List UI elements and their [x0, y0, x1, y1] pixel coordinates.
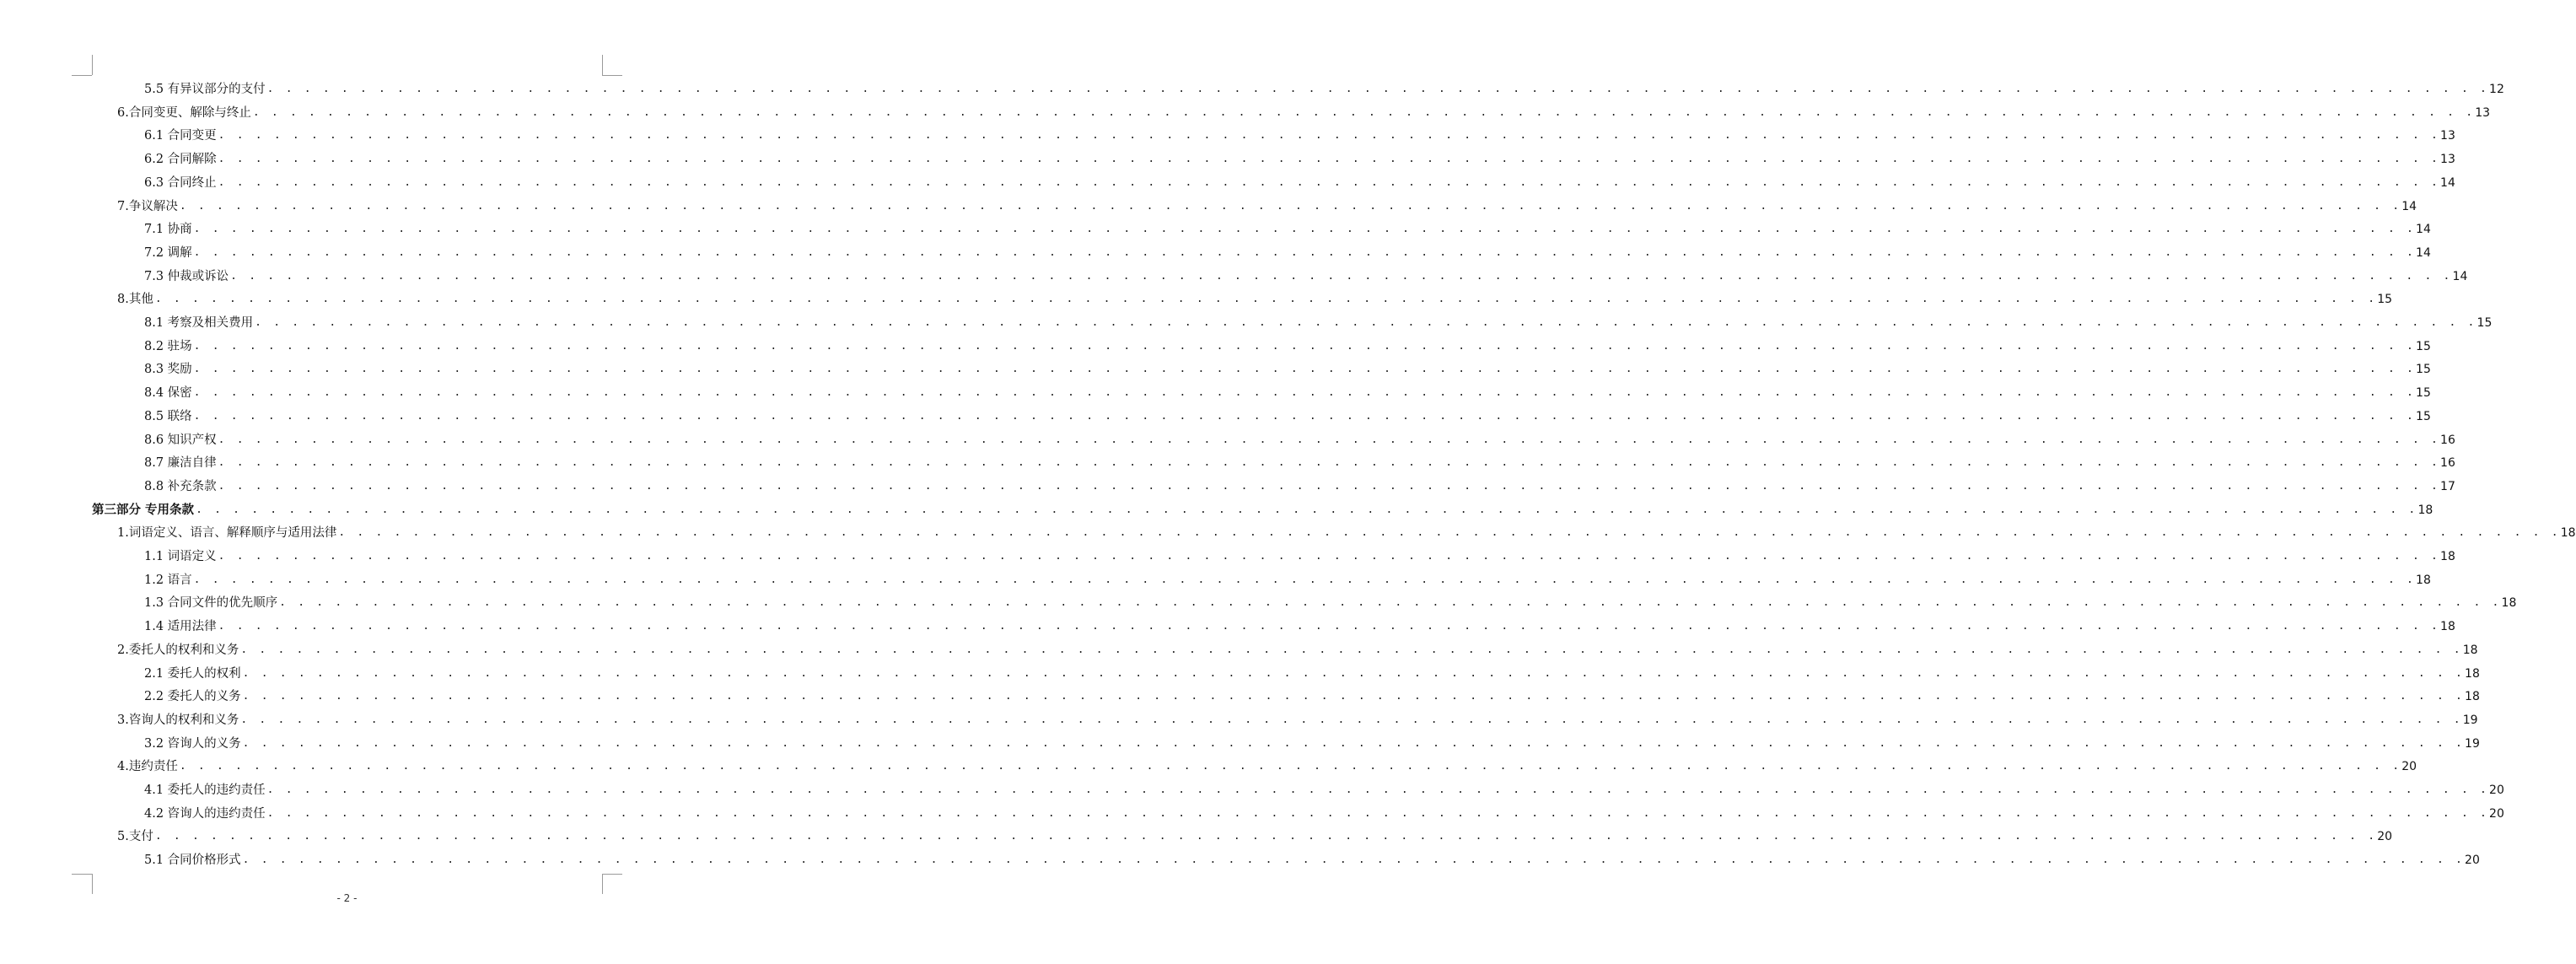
toc-entry[interactable]: [144, 310, 2493, 331]
toc-entry-title: 3.咨询人的权利和义务: [117, 713, 239, 727]
toc-entry[interactable]: [144, 590, 2517, 611]
toc-entry-title: 8.6 知识产权: [144, 433, 217, 447]
toc-entry-title: 6.合同变更、解除与终止: [117, 105, 251, 120]
toc-entry[interactable]: [144, 240, 2431, 261]
toc-entry-title: 8.8 补充条款: [144, 479, 217, 493]
toc-entry-title: 4.2 咨询人的违约责任: [144, 806, 266, 821]
toc-leader-dots: . . . . . . . . . . . . . . . . . . . . . . . . . . . . . . . . . . . . . . . . . . . . . . . . . . . . . . . . . . . . . . . . . . . . . . . . . . . . . . . . . . . . . . . . . . . . . . . . . . . . . . . . . . . . . . . . . . . . . . . .: [218, 175, 2441, 189]
toc-leader-dots: . . . . . . . . . . . . . . . . . . . . . . . . . . . . . . . . . . . . . . . . . . . . . . . . . . . . . . . . . . . . . . . . . . . . . . . . . . . . . . . . . . . . . . . . . . . . . . . . . . . . . . . . . . . . . . . . . . . . . . . .: [193, 363, 2417, 376]
toc-entry[interactable]: [144, 380, 2431, 401]
toc-leader-dots: . . . . . . . . . . . . . . . . . . . . . . . . . . . . . . . . . . . . . . . . . . . . . . . . . . . . . . . . . . . . . . . . . . . . . . . . . . . . . . . . . . . . . . . . . . . . . . . . . . . . . . . . . . . . . . . . . . . . . . . .: [218, 456, 2441, 470]
toc-entry-page-number: 14: [2416, 223, 2431, 237]
toc-leader-dots: . . . . . . . . . . . . . . . . . . . . . . . . . . . . . . . . . . . . . . . . . . . . . . . . . . . . . . . . . . . . . . . . . . . . . . . . . . . . . . . . . . . . . . . . . . . . . . . . . . . . . . . . . . . . . . . . . . . . . . . .: [242, 854, 2466, 867]
toc-entry[interactable]: [144, 403, 2431, 425]
toc-entry-page-number: 14: [2452, 269, 2468, 283]
toc-entry[interactable]: [144, 76, 2504, 98]
toc-entry-page-number: 15: [2416, 339, 2431, 353]
toc-entry[interactable]: [144, 263, 2468, 285]
toc-entry[interactable]: [144, 216, 2431, 238]
toc-entry[interactable]: [144, 777, 2504, 799]
toc-leader-dots: . . . . . . . . . . . . . . . . . . . . . . . . . . . . . . . . . . . . . . . . . . . . . . . . . . . . . . . . . . . . . . . . . . . . . . . . . . . . . . . . . . . . . . . . . . . . . . . . . . . . . . . . . . . . . . . . . . . . . . . .: [255, 316, 2477, 329]
toc-entry-title: 7.2 调解: [144, 245, 192, 260]
toc-entry-page-number: 20: [2489, 806, 2504, 821]
toc-entry-page-number: 13: [2475, 105, 2491, 120]
toc-entry-page-number: 18: [2440, 620, 2455, 634]
toc-entry[interactable]: [144, 170, 2455, 191]
toc-entry-title: 8.4 保密: [144, 386, 192, 401]
toc-leader-dots: . . . . . . . . . . . . . . . . . . . . . . . . . . . . . . . . . . . . . . . . . . . . . . . . . . . . . . . . . . . . . . . . . . . . . . . . . . . . . . . . . . . . . . . . . . . . . . . . . . . . . . . . . . . . . . . . . . . . . . . .: [218, 479, 2441, 493]
toc-entry-page-number: 12: [2489, 83, 2504, 96]
toc-entry[interactable]: [144, 613, 2455, 635]
toc-leader-dots: . . . . . . . . . . . . . . . . . . . . . . . . . . . . . . . . . . . . . . . . . . . . . . . . . . . . . . . . . . . . . . . . . . . . . . . . . . . . . . . . . . . . . . . . . . . . . . . . . . . . . . . . . . . . . . . . . . . . . . . .: [266, 806, 2490, 820]
page-number-footer: - 2 -: [336, 892, 358, 904]
toc-entry-page-number: 14: [2416, 245, 2431, 260]
toc-entry-title: 1.3 合同文件的优先顺序: [144, 596, 278, 611]
toc-entry[interactable]: [144, 730, 2480, 752]
toc-entry-title: 8.7 廉洁自律: [144, 456, 217, 471]
toc-leader-dots: . . . . . . . . . . . . . . . . . . . . . . . . . . . . . . . . . . . . . . . . . . . . . . . . . . . . . . . . . . . . . . . . . . . . . . . . . . . . . . . . . . . . . . . . . . . . . . . . . . . . . . . . . . . . . . . . . . . . . . . .: [179, 199, 2402, 213]
toc-entry[interactable]: [117, 637, 2478, 659]
toc-entry-title: 6.2 合同解除: [144, 153, 217, 167]
toc-entry-page-number: 15: [2416, 409, 2431, 423]
toc-entry-title: 8.5 联络: [144, 409, 192, 423]
toc-entry-title: 5.1 合同价格形式: [144, 854, 241, 868]
toc-entry[interactable]: [144, 333, 2431, 355]
toc-entry[interactable]: [144, 356, 2431, 378]
toc-entry[interactable]: [144, 543, 2455, 565]
toc-entry-page-number: 15: [2377, 293, 2393, 307]
toc-entry[interactable]: [117, 100, 2491, 121]
toc-entry-page-number: 18: [2465, 666, 2480, 681]
toc-entry-page-number: 17: [2440, 479, 2455, 493]
toc-entry-title: 8.1 考察及相关费用: [144, 316, 254, 330]
toc-leader-dots: . . . . . . . . . . . . . . . . . . . . . . . . . . . . . . . . . . . . . . . . . . . . . . . . . . . . . . . . . . . . . . . . . . . . . . . . . . . . . . . . . . . . . . . . . . . . . . . . . . . . . . . . . . . . . . . . . . . . . . . .: [252, 105, 2476, 119]
toc-entry[interactable]: [144, 473, 2455, 495]
toc-entry[interactable]: [117, 193, 2417, 215]
toc-entry-page-number: 14: [2440, 175, 2455, 190]
toc-leader-dots: . . . . . . . . . . . . . . . . . . . . . . . . . . . . . . . . . . . . . . . . . . . . . . . . . . . . . . . . . . . . . . . . . . . . . . . . . . . . . . . . . . . . . . . . . . . . . . . . . . . . . . . . . . . . . . . . . . . . . . . .: [218, 550, 2441, 563]
toc-leader-dots: . . . . . . . . . . . . . . . . . . . . . . . . . . . . . . . . . . . . . . . . . . . . . . . . . . . . . . . . . . . . . . . . . . . . . . . . . . . . . . . . . . . . . . . . . . . . . . . . . . . . . . . . . . . . . . . . . . . . . . . .: [193, 339, 2417, 353]
toc-entry-title: 4.违约责任: [117, 760, 178, 774]
toc-entry-title: 1.词语定义、语言、解释顺序与适用法律: [117, 526, 337, 541]
toc-entry-title: 7.3 仲裁或诉讼: [144, 269, 229, 283]
toc-entry[interactable]: [144, 683, 2480, 705]
toc-entry-title: 1.2 语言: [144, 573, 192, 587]
toc-entry-page-number: 18: [2465, 690, 2480, 704]
toc-leader-dots: . . . . . . . . . . . . . . . . . . . . . . . . . . . . . . . . . . . . . . . . . . . . . . . . . . . . . . . . . . . . . . . . . . . . . . . . . . . . . . . . . . . . . . . . . . . . . . . . . . . . . . . . . . . . . . . . . . . . . . . .: [242, 690, 2466, 703]
toc-leader-dots: . . . . . . . . . . . . . . . . . . . . . . . . . . . . . . . . . . . . . . . . . . . . . . . . . . . . . . . . . . . . . . . . . . . . . . . . . . . . . . . . . . . . . . . . . . . . . . . . . . . . . . . . . . . . . . . . . . . . . . . .: [196, 503, 2418, 516]
toc-entry[interactable]: [92, 497, 2433, 519]
toc-entry[interactable]: [117, 753, 2417, 775]
toc-leader-dots: . . . . . . . . . . . . . . . . . . . . . . . . . . . . . . . . . . . . . . . . . . . . . . . . . . . . . . . . . . . . . . . . . . . . . . . . . . . . . . . . . . . . . . . . . . . . . . . . . . . . . . . . . . . . . . . . . . . . . . . .: [266, 83, 2490, 95]
toc-entry-title: 2.2 委托人的义务: [144, 690, 241, 704]
toc-leader-dots: . . . . . . . . . . . . . . . . . . . . . . . . . . . . . . . . . . . . . . . . . . . . . . . . . . . . . . . . . . . . . . . . . . . . . . . . . . . . . . . . . . . . . . . . . . . . . . . . . . . . . . . . . . . . . . . . . . . . . . . .: [193, 223, 2417, 236]
toc-entry-page-number: 15: [2416, 386, 2431, 401]
toc-leader-dots: . . . . . . . . . . . . . . . . . . . . . . . . . . . . . . . . . . . . . . . . . . . . . . . . . . . . . . . . . . . . . . . . . . . . . . . . . . . . . . . . . . . . . . . . . . . . . . . . . . . . . . . . . . . . . . . . . . . . . . . .: [154, 293, 2378, 306]
toc-entry-page-number: 20: [2401, 760, 2417, 774]
toc-entry[interactable]: [144, 122, 2455, 144]
toc-entry-page-number: 13: [2440, 129, 2455, 143]
toc-entry-page-number: 13: [2440, 153, 2455, 167]
toc-entry-title: 5.支付: [117, 830, 153, 844]
toc-entry-page-number: 18: [2416, 573, 2431, 587]
toc-entry-page-number: 16: [2440, 433, 2455, 447]
toc-entry-page-number: 15: [2477, 316, 2493, 330]
toc-entry-page-number: 14: [2401, 199, 2417, 213]
toc-entry[interactable]: [144, 847, 2480, 869]
toc-leader-dots: . . . . . . . . . . . . . . . . . . . . . . . . . . . . . . . . . . . . . . . . . . . . . . . . . . . . . . . . . . . . . . . . . . . . . . . . . . . . . . . . . . . . . . . . . . . . . . . . . . . . . . . . . . . . . . . . . . . . . . . .: [242, 666, 2466, 680]
toc-leader-dots: . . . . . . . . . . . . . . . . . . . . . . . . . . . . . . . . . . . . . . . . . . . . . . . . . . . . . . . . . . . . . . . . . . . . . . . . . . . . . . . . . . . . . . . . . . . . . . . . . . . . . . . . . . . . . . . . . . . . . . . .: [154, 830, 2378, 843]
toc-leader-dots: . . . . . . . . . . . . . . . . . . . . . . . . . . . . . . . . . . . . . . . . . . . . . . . . . . . . . . . . . . . . . . . . . . . . . . . . . . . . . . . . . . . . . . . . . . . . . . . . . . . . . . . . . . . . . . . . . . . . . . . .: [193, 386, 2417, 400]
toc-entry-page-number: 18: [2560, 526, 2576, 541]
toc-entry-title: 5.5 有异议部分的支付: [144, 83, 266, 96]
toc-entry[interactable]: [144, 146, 2455, 168]
toc-leader-dots: . . . . . . . . . . . . . . . . . . . . . . . . . . . . . . . . . . . . . . . . . . . . . . . . . . . . . . . . . . . . . . . . . . . . . . . . . . . . . . . . . . . . . . . . . . . . . . . . . . . . . . . . . . . . . . . . . . . . . . . .: [279, 596, 2502, 610]
toc-entry-title: 2.1 委托人的权利: [144, 666, 241, 681]
toc-entry[interactable]: [144, 660, 2480, 682]
toc-entry-page-number: 18: [2417, 503, 2433, 517]
toc-entry[interactable]: [144, 450, 2455, 471]
toc-entry-page-number: 15: [2416, 363, 2431, 377]
toc-leader-dots: . . . . . . . . . . . . . . . . . . . . . . . . . . . . . . . . . . . . . . . . . . . . . . . . . . . . . . . . . . . . . . . . . . . . . . . . . . . . . . . . . . . . . . . . . . . . . . . . . . . . . . . . . . . . . . . . . . . . . . . .: [218, 620, 2441, 633]
toc-entry-page-number: 20: [2489, 784, 2504, 797]
toc-entry-page-number: 16: [2440, 456, 2455, 471]
toc-leader-dots: . . . . . . . . . . . . . . . . . . . . . . . . . . . . . . . . . . . . . . . . . . . . . . . . . . . . . . . . . . . . . . . . . . . . . . . . . . . . . . . . . . . . . . . . . . . . . . . . . . . . . . . . . . . . . . . . . . . . . . . .: [193, 409, 2417, 423]
toc-entry-page-number: 19: [2465, 736, 2480, 751]
toc-entry-title: 7.1 协商: [144, 223, 192, 237]
toc-leader-dots: . . . . . . . . . . . . . . . . . . . . . . . . . . . . . . . . . . . . . . . . . . . . . . . . . . . . . . . . . . . . . . . . . . . . . . . . . . . . . . . . . . . . . . . . . . . . . . . . . . . . . . . . . . . . . . . . . . . . . . . .: [338, 526, 2561, 540]
toc-entry[interactable]: [144, 800, 2504, 822]
toc-leader-dots: . . . . . . . . . . . . . . . . . . . . . . . . . . . . . . . . . . . . . . . . . . . . . . . . . . . . . . . . . . . . . . . . . . . . . . . . . . . . . . . . . . . . . . . . . . . . . . . . . . . . . . . . . . . . . . . . . . . . . . . .: [230, 269, 2453, 283]
toc-entry[interactable]: [117, 707, 2478, 729]
toc-entry-title: 8.2 驻场: [144, 339, 192, 353]
toc-entry-page-number: 18: [2440, 550, 2455, 563]
toc-leader-dots: . . . . . . . . . . . . . . . . . . . . . . . . . . . . . . . . . . . . . . . . . . . . . . . . . . . . . . . . . . . . . . . . . . . . . . . . . . . . . . . . . . . . . . . . . . . . . . . . . . . . . . . . . . . . . . . . . . . . . . . .: [218, 153, 2441, 166]
toc-entry-title: 4.1 委托人的违约责任: [144, 784, 266, 797]
toc-leader-dots: . . . . . . . . . . . . . . . . . . . . . . . . . . . . . . . . . . . . . . . . . . . . . . . . . . . . . . . . . . . . . . . . . . . . . . . . . . . . . . . . . . . . . . . . . . . . . . . . . . . . . . . . . . . . . . . . . . . . . . . .: [240, 713, 2463, 726]
toc-entry-page-number: 18: [2462, 643, 2478, 657]
toc-entry-title: 6.3 合同终止: [144, 175, 217, 190]
toc-entry[interactable]: [144, 567, 2431, 589]
toc-entry-title: 7.争议解决: [117, 199, 178, 213]
toc-entry[interactable]: [117, 823, 2393, 845]
toc-entry[interactable]: [117, 286, 2393, 308]
toc-leader-dots: . . . . . . . . . . . . . . . . . . . . . . . . . . . . . . . . . . . . . . . . . . . . . . . . . . . . . . . . . . . . . . . . . . . . . . . . . . . . . . . . . . . . . . . . . . . . . . . . . . . . . . . . . . . . . . . . . . . . . . . .: [218, 129, 2441, 143]
toc-leader-dots: . . . . . . . . . . . . . . . . . . . . . . . . . . . . . . . . . . . . . . . . . . . . . . . . . . . . . . . . . . . . . . . . . . . . . . . . . . . . . . . . . . . . . . . . . . . . . . . . . . . . . . . . . . . . . . . . . . . . . . . .: [179, 760, 2402, 773]
toc-leader-dots: . . . . . . . . . . . . . . . . . . . . . . . . . . . . . . . . . . . . . . . . . . . . . . . . . . . . . . . . . . . . . . . . . . . . . . . . . . . . . . . . . . . . . . . . . . . . . . . . . . . . . . . . . . . . . . . . . . . . . . . .: [193, 573, 2417, 586]
toc-entry-page-number: 18: [2501, 596, 2517, 611]
toc-entry-page-number: 20: [2377, 830, 2393, 844]
toc-entry[interactable]: [144, 427, 2455, 449]
toc-entry-page-number: 20: [2465, 854, 2480, 868]
toc-entry-title: 1.4 适用法律: [144, 620, 217, 634]
toc-entry-title: 3.2 咨询人的义务: [144, 736, 241, 751]
toc-entry-title: 1.1 词语定义: [144, 550, 217, 563]
toc-leader-dots: . . . . . . . . . . . . . . . . . . . . . . . . . . . . . . . . . . . . . . . . . . . . . . . . . . . . . . . . . . . . . . . . . . . . . . . . . . . . . . . . . . . . . . . . . . . . . . . . . . . . . . . . . . . . . . . . . . . . . . . .: [193, 245, 2417, 259]
toc-leader-dots: . . . . . . . . . . . . . . . . . . . . . . . . . . . . . . . . . . . . . . . . . . . . . . . . . . . . . . . . . . . . . . . . . . . . . . . . . . . . . . . . . . . . . . . . . . . . . . . . . . . . . . . . . . . . . . . . . . . . . . . .: [218, 433, 2441, 446]
toc-entry[interactable]: [117, 520, 2576, 541]
toc-entry-title: 8.其他: [117, 293, 153, 307]
toc-leader-dots: . . . . . . . . . . . . . . . . . . . . . . . . . . . . . . . . . . . . . . . . . . . . . . . . . . . . . . . . . . . . . . . . . . . . . . . . . . . . . . . . . . . . . . . . . . . . . . . . . . . . . . . . . . . . . . . . . . . . . . . .: [242, 736, 2466, 750]
toc-leader-dots: . . . . . . . . . . . . . . . . . . . . . . . . . . . . . . . . . . . . . . . . . . . . . . . . . . . . . . . . . . . . . . . . . . . . . . . . . . . . . . . . . . . . . . . . . . . . . . . . . . . . . . . . . . . . . . . . . . . . . . . .: [266, 784, 2490, 796]
toc-entry-title: 6.1 合同变更: [144, 129, 217, 143]
toc-entry-title: 8.3 奖励: [144, 363, 192, 377]
toc-leader-dots: . . . . . . . . . . . . . . . . . . . . . . . . . . . . . . . . . . . . . . . . . . . . . . . . . . . . . . . . . . . . . . . . . . . . . . . . . . . . . . . . . . . . . . . . . . . . . . . . . . . . . . . . . . . . . . . . . . . . . . . .: [240, 643, 2463, 656]
toc-entry-title: 2.委托人的权利和义务: [117, 643, 239, 657]
toc-entry-title: 第三部分 专用条款: [92, 503, 195, 517]
toc-entry-page-number: 19: [2462, 713, 2478, 727]
